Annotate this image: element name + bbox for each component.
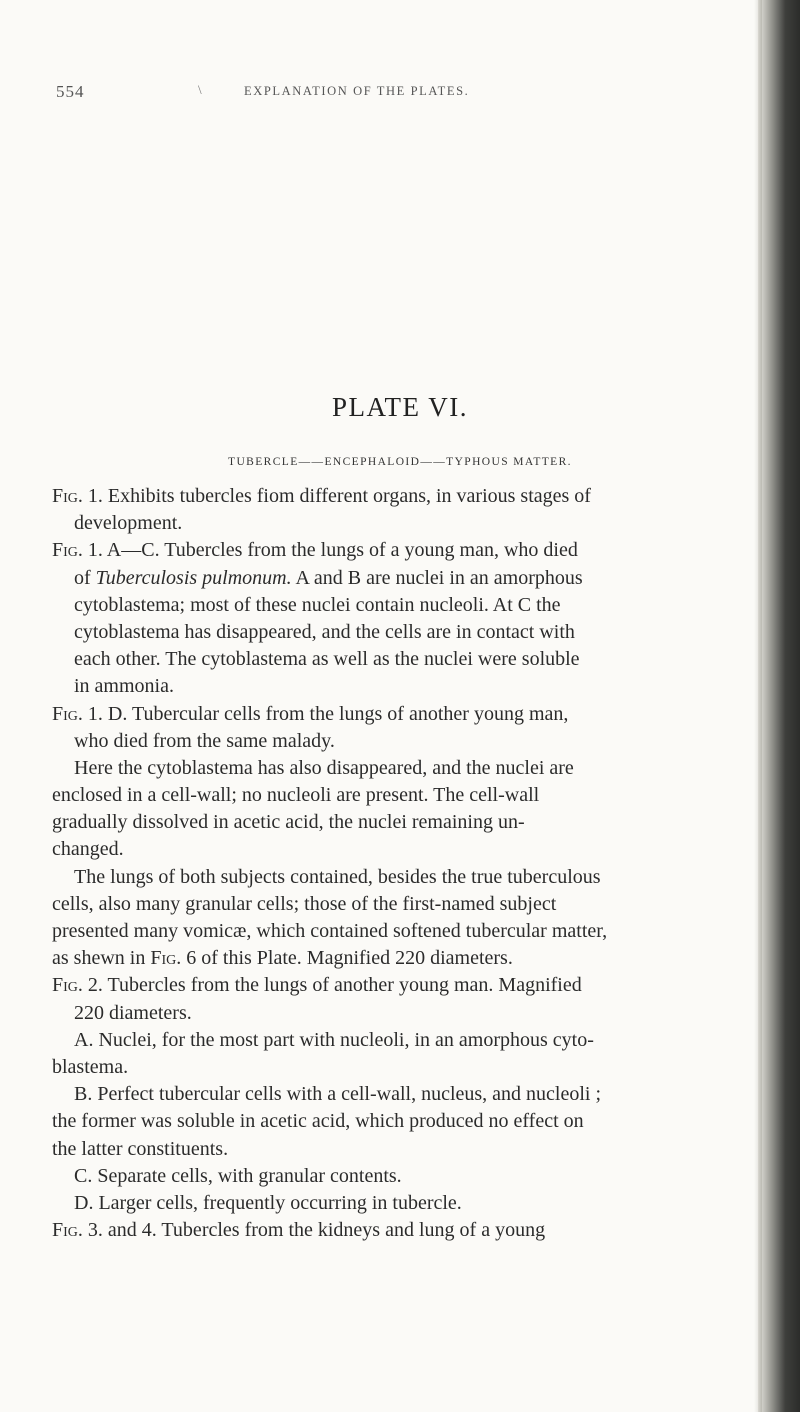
text-line bbox=[52, 755, 747, 782]
text-line bbox=[52, 782, 747, 809]
figure-label: Fig bbox=[150, 947, 177, 970]
text-segment: . 1. Exhibits tubercles fiom different organs, in various stages of bbox=[77, 485, 591, 507]
text-line bbox=[52, 1000, 747, 1027]
text-segment: . 6 of this Plate. Magnified 220 diameters. bbox=[176, 947, 513, 970]
text-segment: each other. The cytoblastema as well as the nuclei were soluble bbox=[74, 648, 580, 671]
text-segment: as shewn in bbox=[52, 947, 151, 970]
text-segment: Here the cytoblastema has also disappeared, and the nuclei are bbox=[74, 756, 574, 779]
text-line bbox=[52, 1136, 747, 1163]
text-segment: blastema. bbox=[52, 1055, 129, 1078]
text-line bbox=[52, 1163, 747, 1190]
running-head bbox=[56, 82, 736, 104]
text-line bbox=[52, 510, 747, 537]
text-segment: changed. bbox=[52, 838, 124, 861]
text-line bbox=[52, 1081, 747, 1108]
text-line bbox=[52, 972, 747, 999]
figure-label: Fig bbox=[52, 485, 78, 507]
text-segment: the latter constituents. bbox=[52, 1137, 229, 1160]
text-line bbox=[52, 728, 747, 755]
text-segment: C. Separate cells, with granular contents. bbox=[74, 1164, 402, 1187]
figure-label: Fig bbox=[52, 974, 78, 997]
text-segment: development. bbox=[74, 512, 183, 535]
text-line bbox=[52, 864, 747, 891]
text-segment: . 1. A—C. Tubercles from the lungs of a young man, who died bbox=[77, 539, 578, 562]
text-segment: . 2. Tubercles from the lungs of another young man. Magnified bbox=[77, 974, 582, 997]
text-segment: who died from the same malady. bbox=[74, 729, 335, 752]
plate-explanation-text bbox=[52, 483, 747, 1244]
text-segment: cytoblastema has disappeared, and the cells are in contact with bbox=[74, 620, 575, 643]
text-segment: B. Perfect tubercular cells with a cell-wall, nucleus, and nucleoli ; bbox=[74, 1083, 602, 1106]
text-segment: enclosed in a cell-wall; no nucleoli are present. The cell-wall bbox=[52, 784, 540, 807]
text-segment: cytoblastema; most of these nuclei contain nucleoli. At C the bbox=[74, 593, 561, 616]
stray-mark: \ bbox=[198, 82, 203, 97]
text-segment: presented many vomicæ, which contained softened tubercular matter, bbox=[52, 920, 608, 942]
text-line bbox=[52, 701, 747, 728]
plate-title: PLATE VI. bbox=[331, 392, 468, 422]
text-segment: A. Nuclei, for the most part with nucleoli, in an amorphous cyto- bbox=[74, 1028, 594, 1051]
text-line bbox=[52, 483, 747, 510]
text-line bbox=[52, 646, 747, 673]
page-number: 554 bbox=[56, 82, 85, 101]
text-segment: cells, also many granular cells; those of the first-named subject bbox=[52, 892, 557, 915]
text-line bbox=[52, 619, 747, 646]
text-segment: in ammonia. bbox=[74, 675, 174, 698]
text-segment: 220 diameters. bbox=[74, 1001, 192, 1024]
text-line bbox=[52, 891, 747, 918]
page-edge-shading bbox=[754, 0, 762, 1412]
text-line bbox=[52, 565, 747, 592]
text-segment: D. Larger cells, frequently occurring in tubercle. bbox=[74, 1191, 462, 1214]
text-segment: . 3. and 4. Tubercles from the kidneys and lung of a young bbox=[77, 1219, 546, 1242]
plate-subtitle: TUBERCLE——ENCEPHALOID——TYPHOUS MATTER. bbox=[228, 456, 572, 468]
text-segment: of bbox=[74, 566, 96, 589]
text-line bbox=[52, 1054, 747, 1081]
text-line bbox=[52, 1027, 747, 1054]
text-line bbox=[52, 1108, 747, 1135]
text-segment: the former was soluble in acetic acid, which produced no effect on bbox=[52, 1110, 584, 1133]
text-line bbox=[52, 1217, 747, 1244]
text-line bbox=[52, 1190, 747, 1217]
text-line bbox=[52, 592, 747, 619]
text-segment: The lungs of both subjects contained, besides the true tuberculous bbox=[74, 865, 601, 888]
book-spine-shadow bbox=[758, 0, 800, 1412]
figure-label: Fig bbox=[52, 539, 78, 562]
text-line bbox=[52, 537, 747, 564]
text-line bbox=[52, 945, 747, 972]
text-segment: . 1. D. Tubercular cells from the lungs of another young man, bbox=[77, 702, 569, 725]
text-line bbox=[52, 809, 747, 836]
text-segment: A and B are nuclei in an amorphous bbox=[291, 566, 583, 589]
figure-label: Fig bbox=[52, 702, 78, 725]
italic-text: Tuberculosis pulmonum. bbox=[95, 566, 292, 589]
figure-label: Fig bbox=[52, 1219, 78, 1242]
text-line bbox=[52, 836, 747, 863]
text-line bbox=[52, 673, 747, 700]
text-line bbox=[52, 918, 747, 945]
text-segment: gradually dissolved in acetic acid, the nuclei remaining un- bbox=[52, 811, 525, 834]
running-title: EXPLANATION OF THE PLATES. bbox=[244, 84, 470, 98]
